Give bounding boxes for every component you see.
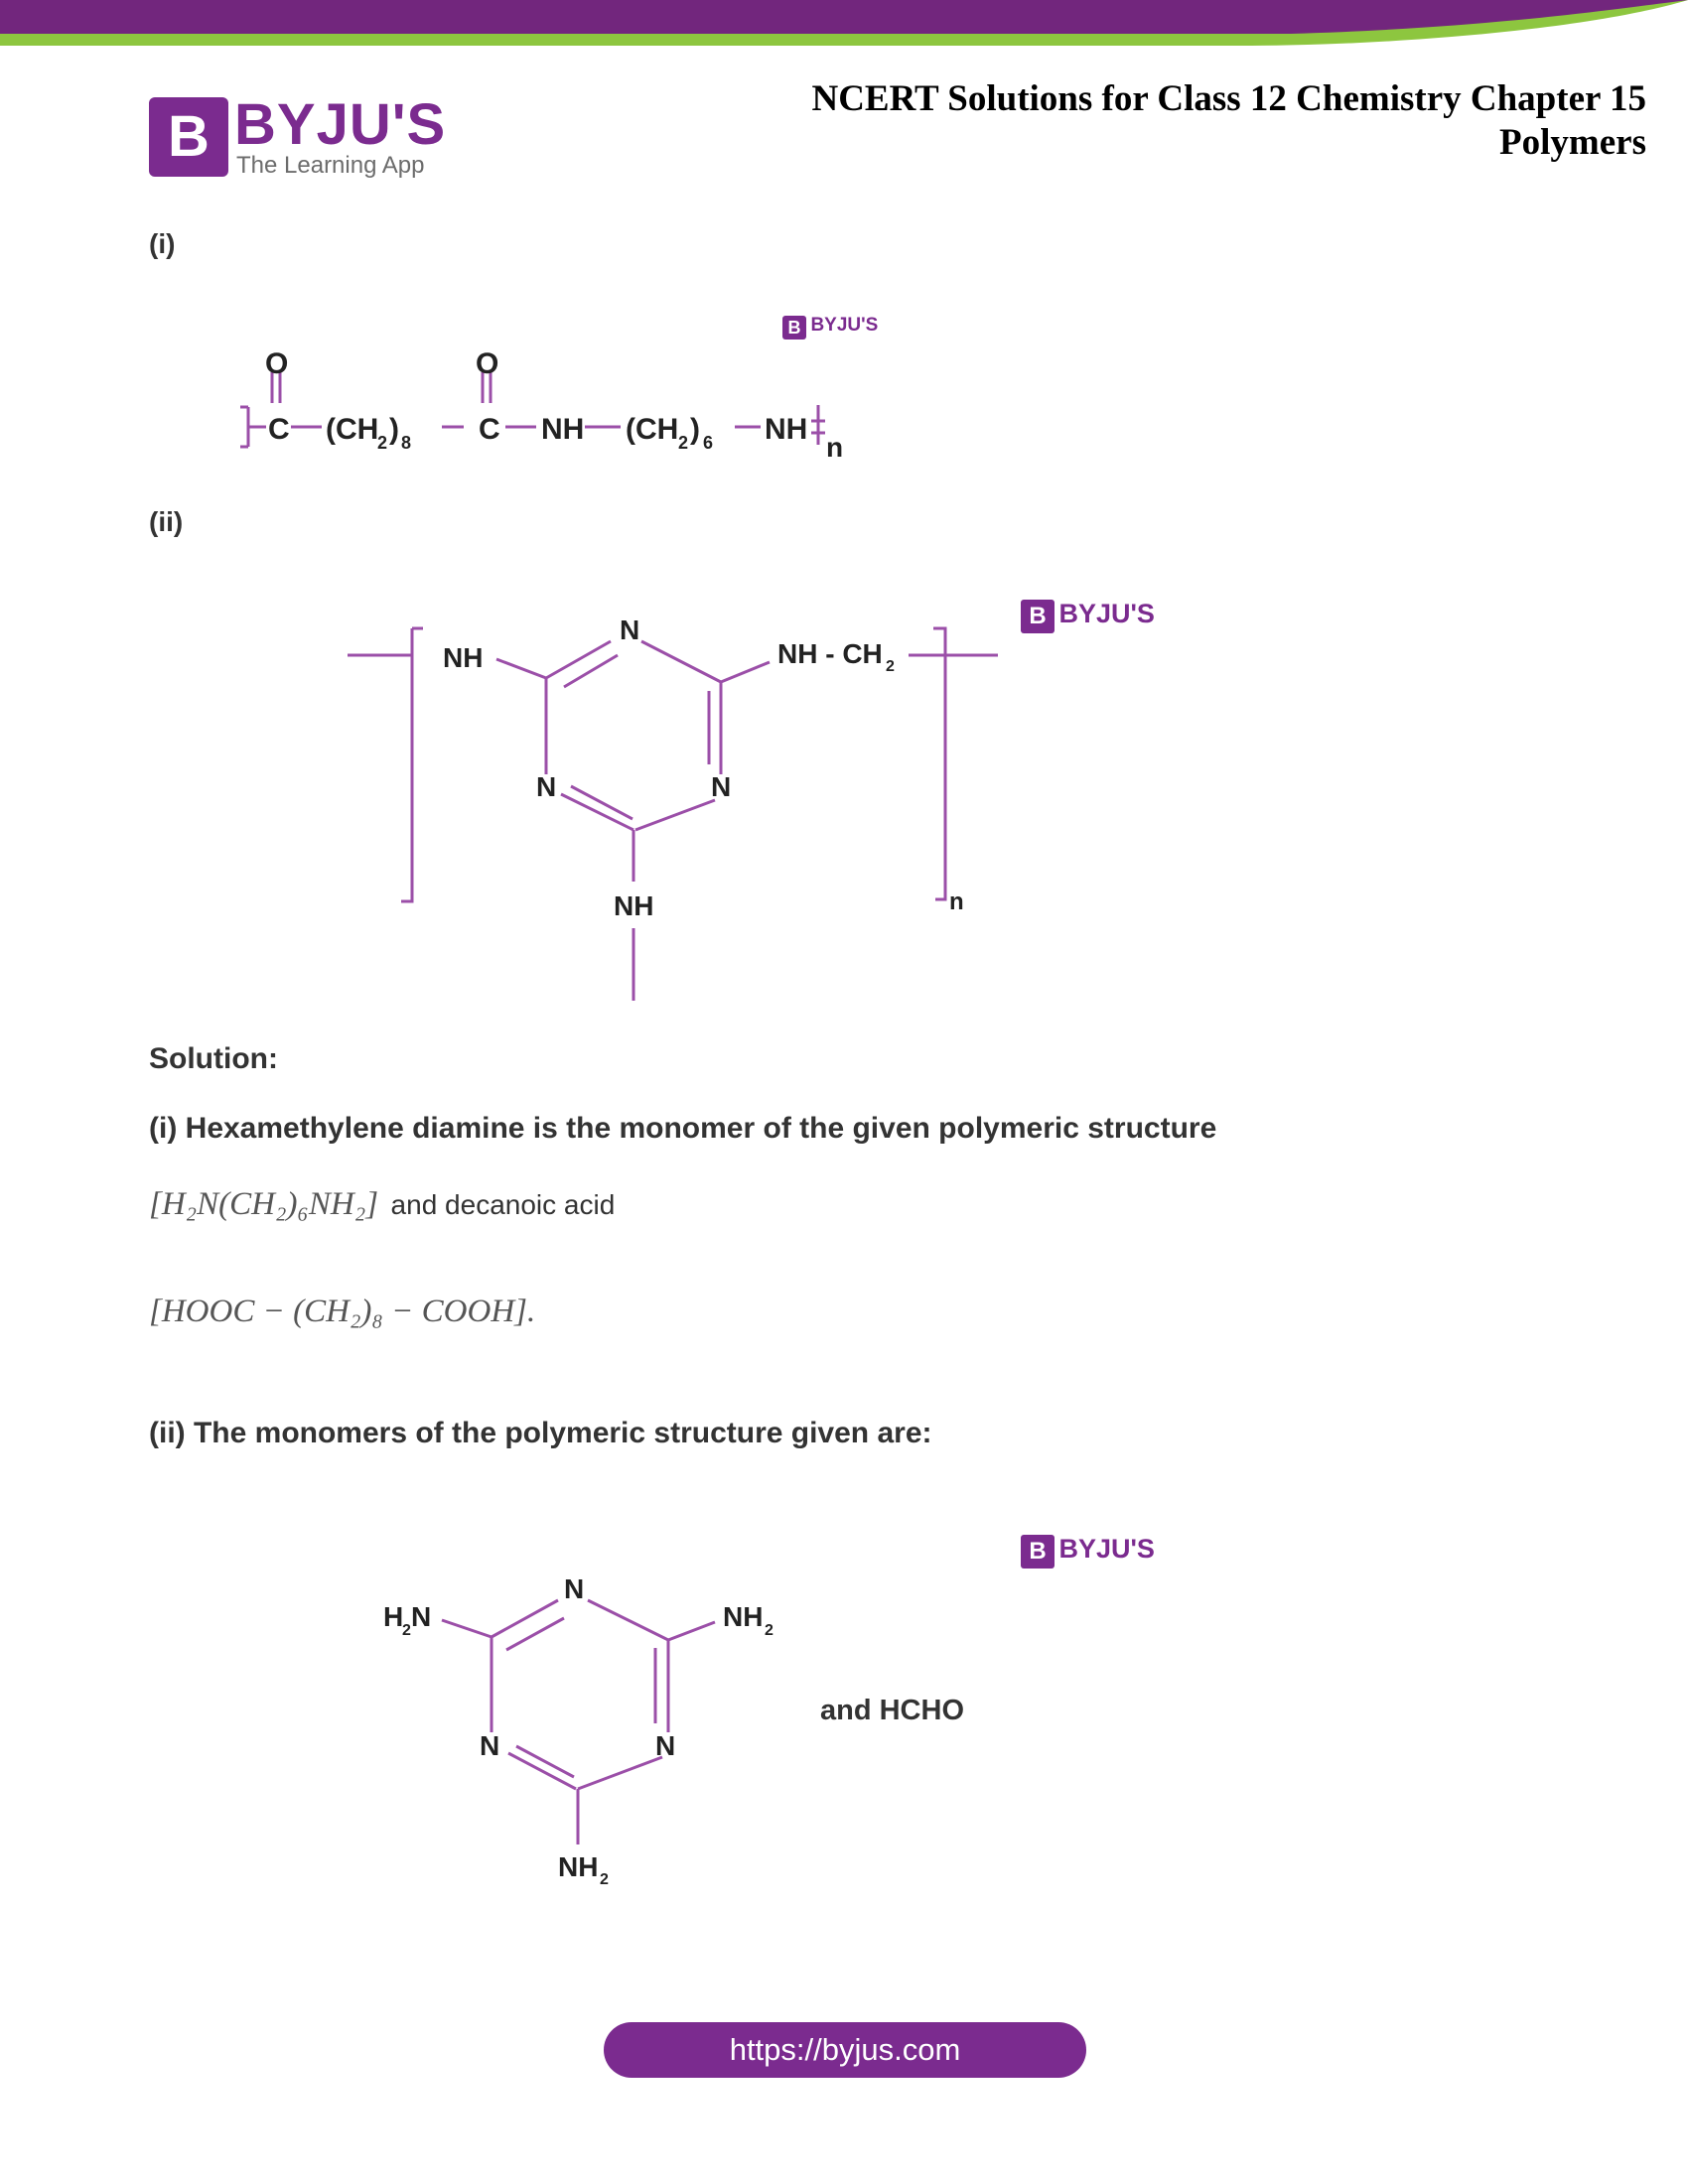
formula-decanoic-acid: [HOOC − (CH₂)₈ − COOH]: [149, 1294, 527, 1329]
repeat-n-2: n: [949, 888, 964, 915]
nitrogen-top: N: [620, 614, 640, 645]
title-line-2: Polymers: [1499, 122, 1646, 163]
watermark-logo: B BYJU'S: [782, 316, 878, 340]
and-decanoic-acid: and decanoic acid: [390, 1189, 616, 1220]
page-title: [653, 77, 1646, 165]
nh-bottom: NH: [614, 890, 654, 921]
subscript-2: 2: [886, 658, 895, 675]
subscript-2a: 2: [377, 433, 388, 453]
byjus-logo-icon: B: [149, 97, 228, 177]
nh2-bottom: NH: [558, 1851, 599, 1882]
solution-part-ii: (ii) The monomers of the polymeric structure given are:: [149, 1417, 932, 1449]
formula-line-1: [149, 1186, 615, 1223]
carbon-2: C: [479, 413, 500, 446]
carbon-1: C: [268, 413, 290, 446]
nh-group-2: NH: [765, 413, 808, 446]
close-paren-1: ): [389, 413, 399, 446]
nitrogen-top: N: [564, 1573, 585, 1604]
solution-heading: Solution:: [149, 1042, 278, 1075]
structure-i-diagram: [218, 328, 894, 477]
nitrogen-right: N: [655, 1730, 676, 1761]
nitrogen-left: N: [480, 1730, 500, 1761]
formula-diamine: [H₂N(CH₂)₆NH₂]: [149, 1186, 379, 1222]
nh-left: NH: [443, 642, 484, 673]
melamine-monomer-diagram: [367, 1559, 784, 1896]
footer-url-link[interactable]: https://byjus.com: [604, 2022, 1086, 2078]
structure-ii-diagram: [338, 596, 1033, 1013]
formula-line-2: [HOOC − (CH₂)₈ − COOH].: [149, 1294, 536, 1329]
ch2-group-1: (CH: [326, 413, 379, 446]
nitrogen-left: N: [536, 771, 557, 802]
nh2-right-subscript: 2: [765, 1622, 774, 1639]
nh-group-1: NH: [541, 413, 585, 446]
oxygen-2: O: [476, 347, 499, 380]
repeat-n-1: n: [826, 432, 844, 463]
oxygen-1: O: [265, 347, 289, 380]
ch2-group-2: (CH: [626, 413, 679, 446]
part-i-label: (i): [149, 228, 176, 259]
watermark-logo: B BYJU'S: [1021, 1535, 1155, 1569]
and-hcho: and HCHO: [820, 1695, 964, 1726]
nh2-right: NH: [723, 1601, 764, 1632]
solution-part-i: (i) Hexamethylene diamine is the monomer of the given polymeric structure: [149, 1112, 1217, 1145]
brand-tagline: The Learning App: [236, 152, 425, 179]
watermark-logo: B BYJU'S: [1021, 600, 1155, 633]
nh-ch2-group: NH - CH: [777, 638, 883, 669]
h2n-h: H: [383, 1601, 404, 1632]
nh2-bottom-subscript: 2: [600, 1871, 609, 1888]
brand-name: BYJU'S: [234, 92, 447, 157]
top-color-band: [0, 0, 1688, 60]
close-paren-2: ): [690, 413, 700, 446]
subscript-8: 8: [401, 433, 412, 453]
h2n-n: N: [411, 1601, 432, 1632]
subscript-2b: 2: [678, 433, 689, 453]
title-line-1: NCERT Solutions for Class 12 Chemistry Chapter 15: [811, 78, 1646, 119]
h2n-subscript: 2: [402, 1622, 411, 1639]
part-ii-label: (ii): [149, 506, 184, 537]
nitrogen-right: N: [711, 771, 732, 802]
subscript-6: 6: [703, 433, 714, 453]
